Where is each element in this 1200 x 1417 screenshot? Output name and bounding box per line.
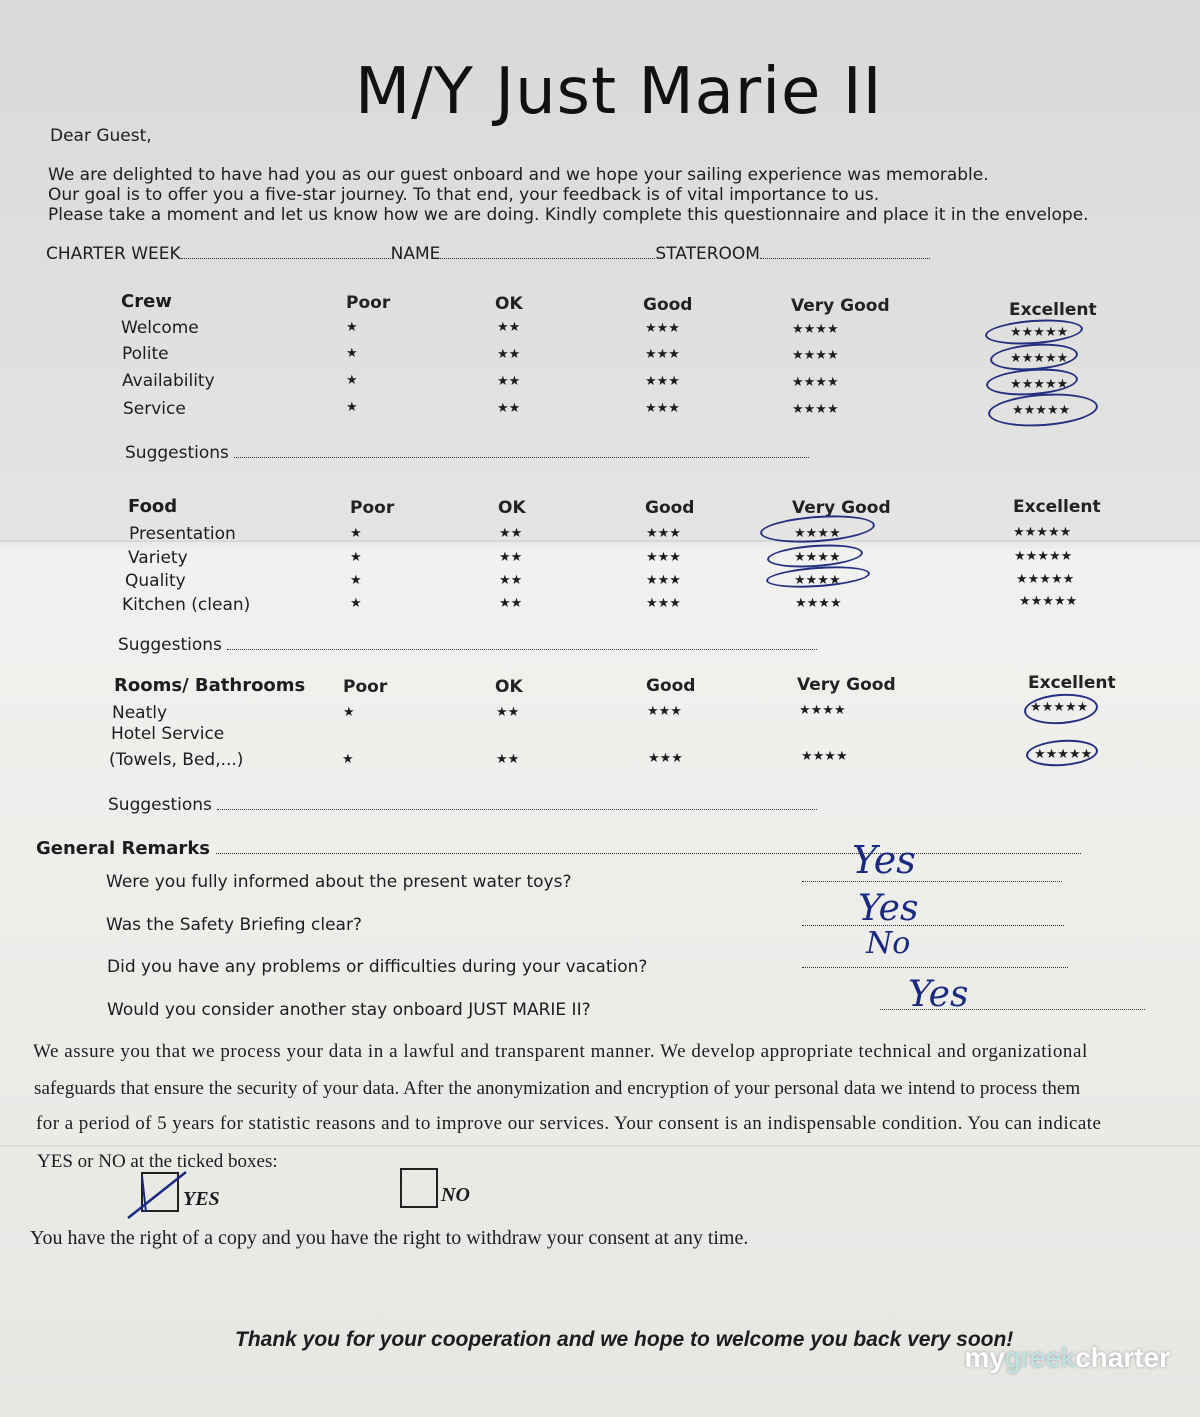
star-rating-1[interactable]: ★ — [342, 752, 354, 767]
star-rating-2[interactable]: ★★ — [496, 705, 520, 720]
col-good: Good — [643, 295, 693, 315]
col-ok: OK — [498, 498, 526, 518]
star-rating-3[interactable]: ★★★ — [645, 401, 680, 416]
remarks-blank[interactable] — [216, 842, 1081, 854]
answer-line[interactable] — [802, 954, 1068, 968]
consent-line-2: safeguards that ensure the security of your data. After the anonymization and encryption of your personal data we intend to process them — [34, 1078, 1081, 1099]
question-safety-briefing: Was the Safety Briefing clear? — [106, 915, 362, 935]
no-checkbox[interactable] — [400, 1168, 438, 1208]
star-rating-5[interactable]: ★★★★★ — [1014, 549, 1073, 564]
rooms-row-label: (Towels, Bed,...) — [109, 750, 244, 770]
col-very-good: Very Good — [792, 498, 891, 518]
star-rating-3[interactable]: ★★★ — [647, 704, 682, 719]
col-excellent: Excellent — [1013, 497, 1101, 517]
intro-line-1: We are delighted to have had you as our guest onboard and we hope your sailing experience was memorable. — [48, 165, 989, 185]
star-rating-5[interactable]: ★★★★★ — [1034, 747, 1093, 762]
suggestions-label: Suggestions — [125, 443, 229, 463]
star-rating-3[interactable]: ★★★ — [645, 374, 680, 389]
suggestions-label: Suggestions — [108, 795, 212, 815]
star-rating-4[interactable]: ★★★★ — [792, 375, 839, 390]
selection-circle — [984, 317, 1083, 348]
crew-row-label: Polite — [122, 344, 169, 364]
star-rating-1[interactable]: ★ — [343, 705, 355, 720]
rooms-row-label: Hotel Service — [111, 724, 225, 744]
star-rating-5[interactable]: ★★★★★ — [1010, 325, 1069, 340]
star-rating-5[interactable]: ★★★★★ — [1010, 351, 1069, 366]
answer-line[interactable] — [802, 868, 1062, 882]
star-rating-3[interactable]: ★★★ — [645, 321, 680, 336]
star-rating-3[interactable]: ★★★ — [646, 550, 681, 565]
stateroom-blank[interactable] — [760, 247, 930, 259]
suggestions-blank[interactable] — [217, 798, 817, 810]
star-rating-5[interactable]: ★★★★★ — [1030, 700, 1089, 715]
star-rating-3[interactable]: ★★★ — [646, 596, 681, 611]
star-rating-2[interactable]: ★★ — [499, 526, 523, 541]
food-row-label: Kitchen (clean) — [122, 595, 251, 615]
no-label: NO — [441, 1184, 470, 1206]
food-heading: Food — [128, 496, 178, 517]
star-rating-1[interactable]: ★ — [350, 550, 362, 565]
charter-week-field[interactable] — [46, 244, 930, 264]
selection-circle — [987, 390, 1099, 430]
handwritten-answer: No — [866, 926, 911, 961]
star-rating-4[interactable]: ★★★★ — [792, 322, 839, 337]
col-good: Good — [645, 498, 695, 518]
watermark-logo — [965, 1342, 1170, 1374]
star-rating-4[interactable]: ★★★★ — [794, 550, 841, 565]
form-title: M/Y Just Marie II — [355, 55, 883, 129]
star-rating-2[interactable]: ★★ — [497, 320, 521, 335]
star-rating-4[interactable]: ★★★★ — [795, 596, 842, 611]
food-suggestions-field[interactable] — [118, 635, 817, 655]
star-rating-1[interactable]: ★ — [346, 346, 358, 361]
charter-week-blank[interactable] — [181, 247, 391, 259]
question-water-toys: Were you fully informed about the present water toys? — [106, 872, 572, 892]
star-rating-2[interactable]: ★★ — [499, 596, 523, 611]
question-another-stay: Would you consider another stay onboard JUST MARIE II? — [107, 1000, 591, 1020]
crew-heading: Crew — [121, 291, 172, 312]
star-rating-3[interactable]: ★★★ — [646, 573, 681, 588]
rooms-suggestions-field[interactable] — [108, 795, 817, 815]
name-blank[interactable] — [440, 247, 655, 259]
crew-row-label: Availability — [122, 371, 215, 391]
star-rating-4[interactable]: ★★★★ — [794, 573, 841, 588]
consent-line-3: for a period of 5 years for statistic reasons and to improve our services. Your consent is an indispensable condition. You can indicate — [36, 1113, 1102, 1134]
star-rating-3[interactable]: ★★★ — [648, 751, 683, 766]
star-rating-4[interactable]: ★★★★ — [801, 749, 848, 764]
stateroom-label: STATEROOM — [655, 244, 760, 264]
food-row-label: Presentation — [129, 524, 236, 544]
star-rating-1[interactable]: ★ — [350, 526, 362, 541]
salutation: Dear Guest, — [50, 126, 152, 146]
watermark-part: charter — [1075, 1342, 1170, 1373]
selection-circle — [765, 563, 870, 590]
food-row-label: Quality — [125, 571, 186, 591]
star-rating-3[interactable]: ★★★ — [646, 526, 681, 541]
star-rating-5[interactable]: ★★★★★ — [1012, 403, 1071, 418]
watermark-part: my — [964, 1342, 1006, 1373]
suggestions-blank[interactable] — [234, 446, 809, 458]
star-rating-4[interactable]: ★★★★ — [794, 526, 841, 541]
suggestions-label: Suggestions — [118, 635, 222, 655]
remarks-heading: General Remarks — [36, 838, 210, 859]
handwritten-answer: Yes — [858, 888, 919, 929]
col-ok: OK — [495, 294, 523, 314]
rooms-heading: Rooms/ Bathrooms — [114, 675, 306, 696]
col-poor: Poor — [350, 498, 395, 518]
star-rating-5[interactable]: ★★★★★ — [1010, 377, 1069, 392]
star-rating-2[interactable]: ★★ — [497, 374, 521, 389]
star-rating-2[interactable]: ★★ — [497, 347, 521, 362]
star-rating-2[interactable]: ★★ — [499, 573, 523, 588]
star-rating-2[interactable]: ★★ — [499, 550, 523, 565]
consent-instruction: YES or NO at the ticked boxes: — [37, 1151, 278, 1172]
star-rating-1[interactable]: ★ — [350, 596, 362, 611]
name-label: NAME — [390, 244, 441, 264]
star-rating-1[interactable]: ★ — [346, 373, 358, 388]
star-rating-4[interactable]: ★★★★ — [799, 703, 846, 718]
col-excellent: Excellent — [1028, 673, 1116, 693]
crew-suggestions-field[interactable] — [125, 443, 809, 463]
star-rating-3[interactable]: ★★★ — [645, 347, 680, 362]
star-rating-2[interactable]: ★★ — [497, 401, 521, 416]
star-rating-5[interactable]: ★★★★★ — [1016, 572, 1075, 587]
col-poor: Poor — [343, 677, 388, 697]
yes-label: YES — [183, 1188, 220, 1210]
rights-text: You have the right of a copy and you have the right to withdraw your consent at any time. — [30, 1227, 749, 1249]
closing-message: Thank you for your cooperation and we hope to welcome you back very soon! — [235, 1328, 1014, 1351]
crew-row-label: Service — [123, 399, 186, 419]
star-rating-1[interactable]: ★ — [346, 320, 358, 335]
question-problems: Did you have any problems or difficulties during your vacation? — [107, 957, 648, 977]
star-rating-1[interactable]: ★ — [350, 573, 362, 588]
intro-line-3: Please take a moment and let us know how we are doing. Kindly complete this questionnaire and place it in the envelope. — [48, 205, 1089, 225]
consent-line-1: We assure you that we process your data in a lawful and transparent manner. We develop appropriate technical and organizational — [33, 1041, 1088, 1062]
watermark-part: greek — [1005, 1342, 1076, 1373]
selection-circle — [1025, 738, 1099, 769]
suggestions-blank[interactable] — [227, 638, 817, 650]
star-rating-2[interactable]: ★★ — [496, 752, 520, 767]
intro-line-2: Our goal is to offer you a five-star journey. To that end, your feedback is of vital importance to us. — [48, 185, 880, 205]
food-row-label: Variety — [128, 548, 188, 568]
star-rating-5[interactable]: ★★★★★ — [1013, 525, 1072, 540]
crew-row-label: Welcome — [121, 318, 199, 338]
remarks-field[interactable] — [36, 838, 1081, 859]
star-rating-4[interactable]: ★★★★ — [792, 402, 839, 417]
selection-circle — [1023, 691, 1099, 726]
star-rating-5[interactable]: ★★★★★ — [1019, 594, 1078, 609]
col-good: Good — [646, 676, 696, 696]
col-ok: OK — [495, 677, 523, 697]
col-very-good: Very Good — [791, 296, 890, 316]
handwritten-answer: Yes — [908, 974, 969, 1015]
handwritten-answer: Yes — [852, 838, 916, 882]
rooms-row-label: Neatly — [112, 703, 168, 723]
col-very-good: Very Good — [797, 675, 896, 695]
star-rating-1[interactable]: ★ — [346, 400, 358, 415]
star-rating-4[interactable]: ★★★★ — [792, 348, 839, 363]
col-poor: Poor — [346, 293, 391, 313]
answer-line[interactable] — [802, 912, 1064, 926]
charter-week-label: CHARTER WEEK — [46, 244, 181, 264]
col-excellent: Excellent — [1009, 300, 1097, 320]
